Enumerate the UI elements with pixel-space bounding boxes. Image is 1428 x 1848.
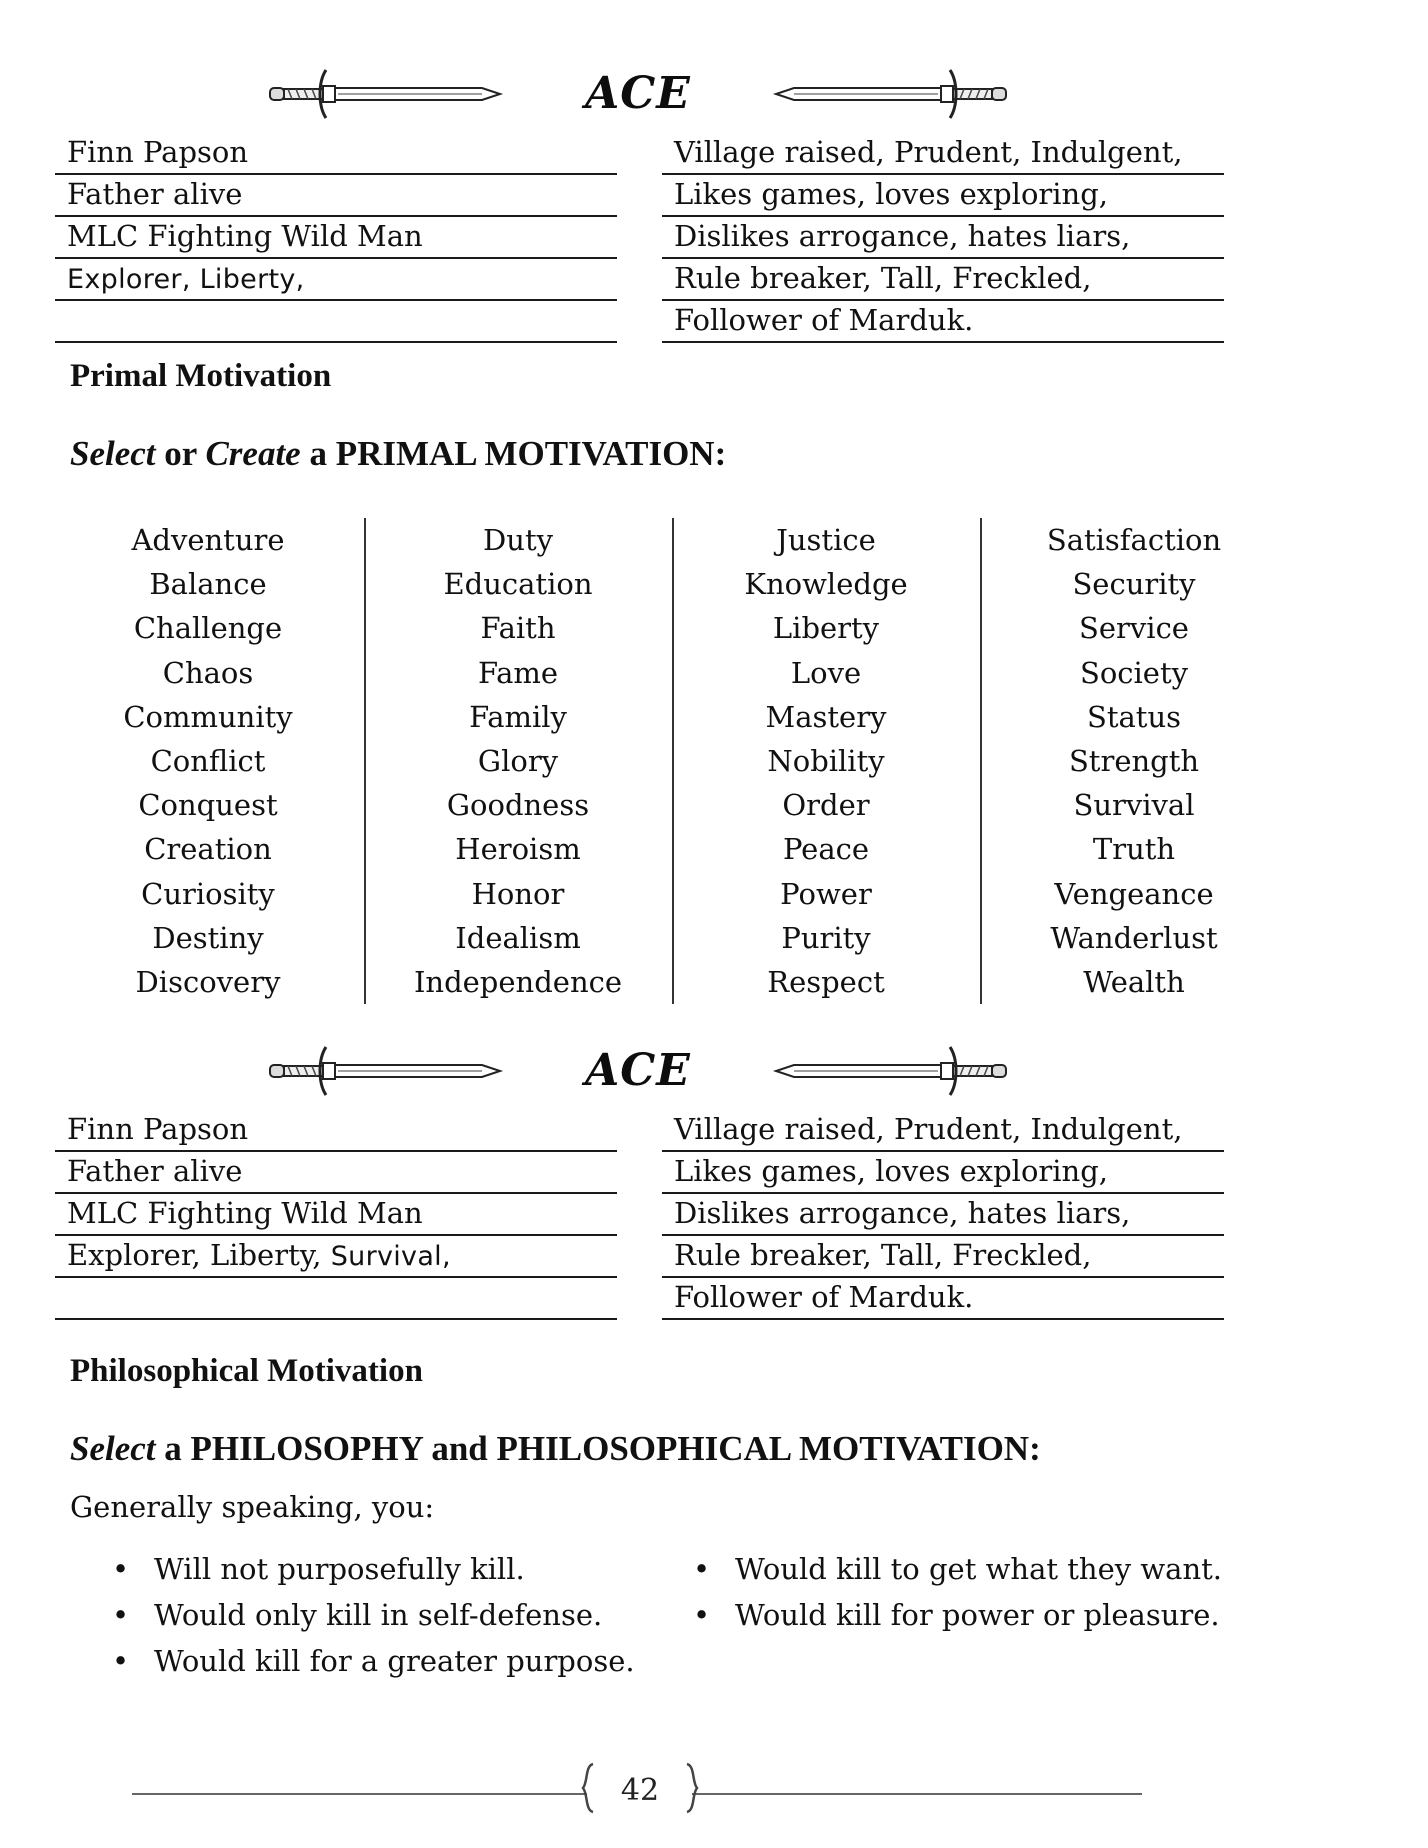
bullet-icon: • (112, 1598, 130, 1632)
character-field-left-2: Father alive (55, 175, 617, 217)
motivation-option[interactable]: Glory (477, 744, 559, 779)
motivation-option[interactable]: Family (469, 699, 567, 734)
motivation-option[interactable]: Status (1086, 699, 1182, 734)
motivation-option[interactable]: Fame (477, 655, 559, 690)
motivation-option[interactable]: Creation (144, 832, 272, 867)
motivation-option[interactable]: Faith (480, 611, 556, 646)
sword-right-icon (772, 1043, 1008, 1099)
bullet-icon: • (112, 1552, 130, 1586)
character-field-right-1: Village raised, Prudent, Indulgent, (662, 1110, 1224, 1152)
section-heading-philosophical: Philosophical Motivation (70, 1353, 423, 1389)
character-field-left-4 (55, 259, 617, 301)
motivation-column-1 (54, 518, 362, 1004)
philosophy-option[interactable]: • Would kill for a greater purpose. (112, 1638, 635, 1684)
motivation-option[interactable]: Security (1072, 567, 1196, 602)
motivation-option[interactable]: Adventure (131, 523, 285, 557)
motivation-option[interactable]: Duty (483, 523, 553, 557)
motivation-option[interactable]: Destiny (152, 920, 264, 955)
motivation-option[interactable]: Vengeance (1054, 876, 1214, 911)
bullet-icon: • (693, 1598, 711, 1632)
philosophy-option[interactable]: • Would kill to get what they want. (693, 1546, 1222, 1592)
handwritten-entry: Explorer, Liberty, (67, 264, 305, 295)
footer-rule-left (132, 1793, 587, 1795)
motivation-option[interactable]: Truth (1092, 832, 1176, 867)
philosophy-option[interactable]: • Would only kill in self-defense. (112, 1592, 635, 1638)
motivation-option[interactable]: Discovery (135, 965, 281, 1000)
motivation-option[interactable]: Heroism (455, 832, 581, 867)
motivation-option[interactable]: Purity (781, 920, 871, 955)
bullet-icon: • (693, 1552, 711, 1586)
character-field-right-4: Rule breaker, Tall, Freckled, (662, 1236, 1224, 1278)
character-field-left-1: Finn Papson (55, 133, 617, 175)
primal-instruction: Select or Create a PRIMAL MOTIVATION: (70, 434, 727, 473)
philosophy-option[interactable]: • Will not purposefully kill. (112, 1546, 635, 1592)
character-field-right-5: Follower of Marduk. (662, 1278, 1224, 1320)
motivation-option[interactable]: Service (1079, 611, 1189, 646)
motivation-column-2 (364, 518, 672, 1004)
page-number: 42 (620, 1773, 660, 1808)
character-field-right-2: Likes games, loves exploring, (662, 175, 1224, 217)
character-field-left-3: MLC Fighting Wild Man (55, 217, 617, 259)
philosophy-options-right (693, 1546, 1222, 1638)
motivation-option[interactable]: Balance (149, 567, 267, 602)
section-heading-primal: Primal Motivation (70, 358, 332, 394)
motivation-option[interactable]: Curiosity (141, 876, 275, 911)
character-field-left-4: Explorer, Liberty, Survival, (55, 1236, 617, 1278)
philosophy-intro: Generally speaking, you: (70, 1490, 435, 1524)
motivation-option[interactable]: Chaos (162, 655, 254, 690)
motivation-option[interactable]: Power (780, 876, 872, 911)
handwritten-entry: Survival, (330, 1241, 451, 1272)
motivation-option[interactable]: Honor (471, 876, 565, 911)
motivation-option[interactable]: Independence (413, 965, 623, 1000)
sword-left-icon (268, 66, 504, 122)
banner-title: ACE (585, 68, 691, 119)
motivation-column-4 (980, 518, 1288, 1004)
motivation-option[interactable]: Goodness (446, 788, 590, 823)
motivation-option[interactable]: Idealism (455, 920, 581, 955)
motivation-option[interactable]: Respect (767, 965, 885, 1000)
motivation-option[interactable]: Wanderlust (1050, 920, 1218, 955)
motivation-option[interactable]: Challenge (133, 611, 283, 646)
motivation-option[interactable]: Liberty (772, 611, 880, 646)
character-field-left-3: MLC Fighting Wild Man (55, 1194, 617, 1236)
banner-title: ACE (585, 1045, 691, 1096)
motivation-option[interactable]: Strength (1068, 744, 1200, 779)
philosophical-instruction: Select a PHILOSOPHY and PHILOSOPHICAL MOTIVATION: (70, 1429, 1041, 1468)
motivation-option[interactable]: Knowledge (744, 567, 908, 602)
motivation-option[interactable]: Nobility (767, 744, 885, 779)
character-field-left-2: Father alive (55, 1152, 617, 1194)
motivation-option[interactable]: Community (123, 699, 293, 734)
motivation-option[interactable]: Society (1079, 655, 1189, 690)
philosophy-option[interactable]: • Would kill for power or pleasure. (693, 1592, 1222, 1638)
motivation-option[interactable]: Education (443, 567, 593, 602)
banner-1 (268, 66, 1008, 126)
philosophy-options-left (112, 1546, 635, 1684)
motivation-option[interactable]: Conflict (150, 744, 266, 779)
character-field-left-5 (55, 301, 617, 343)
motivation-option[interactable]: Satisfaction (1046, 523, 1222, 557)
character-field-left-1: Finn Papson (55, 1110, 617, 1152)
character-field-right-3: Dislikes arrogance, hates liars, (662, 217, 1224, 259)
character-field-left-5 (55, 1278, 617, 1320)
character-field-right-2: Likes games, loves exploring, (662, 1152, 1224, 1194)
motivation-option[interactable]: Mastery (765, 699, 887, 734)
motivation-option[interactable]: Conquest (138, 788, 278, 823)
right-brace-icon (684, 1762, 700, 1814)
motivation-option[interactable]: Justice (776, 523, 876, 557)
bullet-icon: • (112, 1644, 130, 1678)
motivation-option[interactable]: Love (790, 655, 862, 690)
banner-2 (268, 1043, 1008, 1103)
sword-left-icon (268, 1043, 504, 1099)
motivation-option[interactable]: Survival (1073, 788, 1195, 823)
character-field-right-3: Dislikes arrogance, hates liars, (662, 1194, 1224, 1236)
character-field-right-4: Rule breaker, Tall, Freckled, (662, 259, 1224, 301)
motivation-option[interactable]: Order (782, 788, 870, 823)
motivation-option[interactable]: Wealth (1083, 965, 1185, 1000)
character-field-right-5: Follower of Marduk. (662, 301, 1224, 343)
motivation-option[interactable]: Peace (782, 832, 870, 867)
character-field-right-1: Village raised, Prudent, Indulgent, (662, 133, 1224, 175)
sword-right-icon (772, 66, 1008, 122)
footer-rule-right (692, 1793, 1142, 1795)
motivation-column-3 (672, 518, 980, 1004)
